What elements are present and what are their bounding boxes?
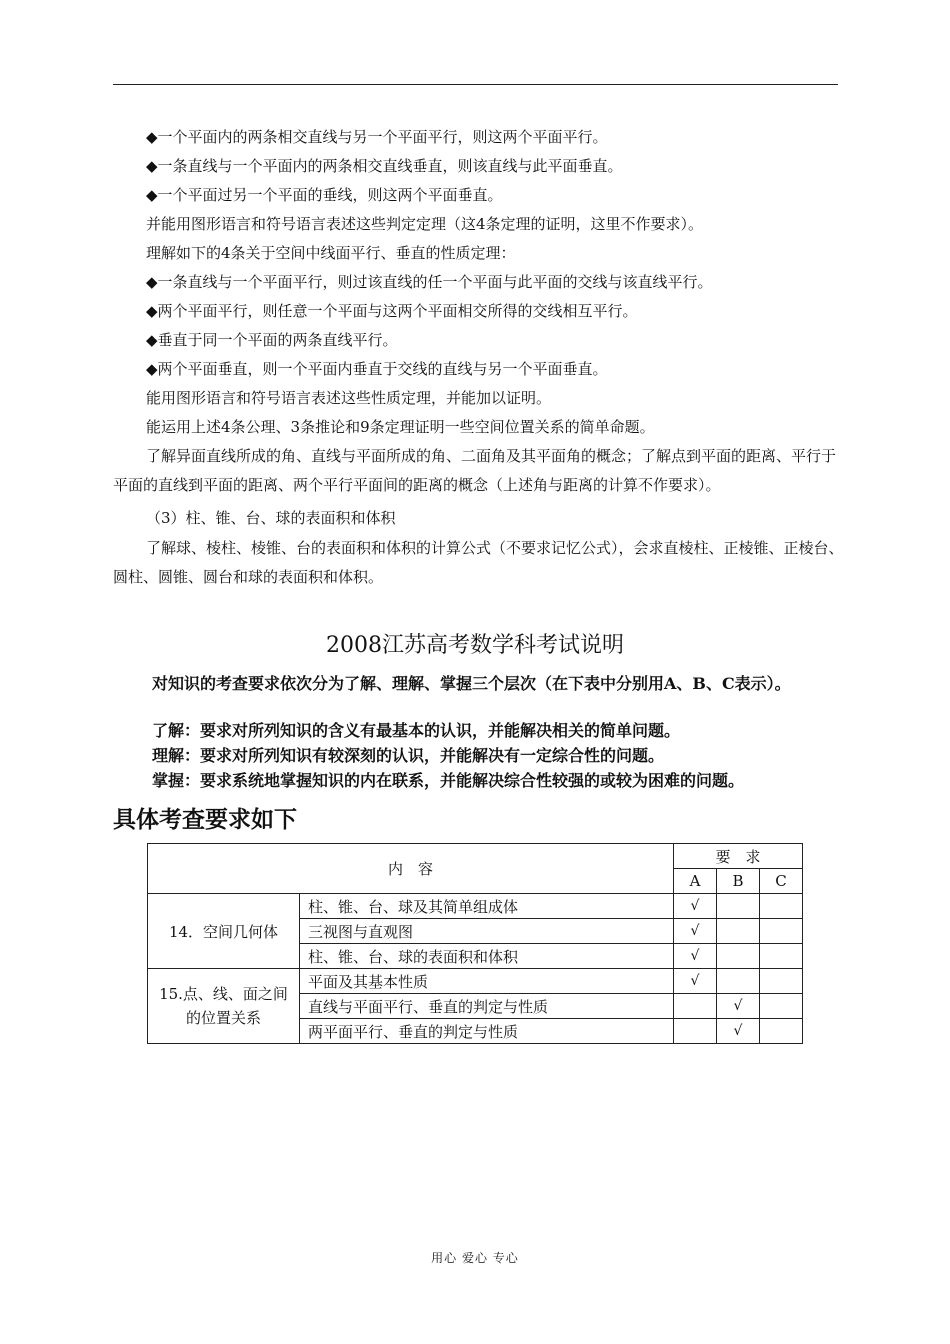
table-row bbox=[148, 969, 803, 994]
check-b bbox=[717, 894, 760, 919]
group-cell: 15.点、线、面之间的位置关系 bbox=[148, 969, 300, 1044]
theorem-line: ◆两个平面垂直，则一个平面内垂直于交线的直线与另一个平面垂直。 bbox=[146, 360, 608, 378]
col-b-header: B bbox=[717, 869, 760, 894]
page-footer: 用心 爱心 专心 bbox=[431, 1251, 519, 1265]
section-heading: （3）柱、锥、台、球的表面积和体积 bbox=[146, 509, 396, 527]
requirement-header: 要 求 bbox=[674, 844, 803, 869]
intro-paragraph: 对知识的考查要求依次分为了解、理解、掌握三个层次（在下表中分别用A、B、C表示）。 bbox=[152, 674, 791, 693]
text-line: 能运用上述4条公理、3条推论和9条定理证明一些空间位置关系的简单命题。 bbox=[146, 418, 655, 436]
check-b: √ bbox=[717, 1019, 760, 1044]
text-line: 并能用图形语言和符号语言表述这些判定定理（这4条定理的证明，这里不作要求）。 bbox=[146, 215, 704, 233]
theorem-line: ◆一个平面内的两条相交直线与另一个平面平行，则这两个平面平行。 bbox=[146, 128, 608, 146]
check-a bbox=[674, 994, 717, 1019]
paragraph: 了解球、棱柱、棱锥、台的表面积和体积的计算公式（不要求记忆公式），会求直棱柱、正棱锥、正棱台、圆柱、圆锥、圆台和球的表面积和体积。 bbox=[113, 539, 844, 586]
check-b bbox=[717, 969, 760, 994]
check-c bbox=[760, 969, 803, 994]
check-b bbox=[717, 919, 760, 944]
check-b: √ bbox=[717, 994, 760, 1019]
paragraph: 了解异面直线所成的角、直线与平面所成的角、二面角及其平面角的概念；了解点到平面的距离、平行于平面的直线到平面的距离、两个平行平面间的距离的概念（上述角与距离的计算不作要求）。 bbox=[113, 447, 837, 494]
check-c bbox=[760, 1019, 803, 1044]
theorem-line: ◆一条直线与一个平面平行，则过该直线的任一个平面与此平面的交线与该直线平行。 bbox=[146, 273, 713, 291]
check-a: √ bbox=[674, 894, 717, 919]
theorem-line: ◆两个平面平行，则任意一个平面与这两个平面相交所得的交线相互平行。 bbox=[146, 302, 638, 320]
theorem-line: ◆一个平面过另一个平面的垂线，则这两个平面垂直。 bbox=[146, 186, 503, 204]
check-c bbox=[760, 894, 803, 919]
check-c bbox=[760, 919, 803, 944]
group-cell: 14．空间几何体 bbox=[148, 894, 300, 969]
col-c-header: C bbox=[760, 869, 803, 894]
text-line: 能用图形语言和符号语言表述这些性质定理，并能加以证明。 bbox=[146, 389, 552, 407]
requirements-table bbox=[147, 843, 803, 1044]
theorem-line: ◆垂直于同一个平面的两条直线平行。 bbox=[146, 331, 398, 349]
section-title: 具体考查要求如下 bbox=[113, 806, 297, 833]
page-title: 2008江苏高考数学科考试说明 bbox=[326, 633, 624, 658]
check-b bbox=[717, 944, 760, 969]
item-cell: 柱、锥、台、球的表面积和体积 bbox=[300, 944, 674, 969]
item-cell: 柱、锥、台、球及其简单组成体 bbox=[300, 894, 674, 919]
check-a: √ bbox=[674, 944, 717, 969]
col-a-header: A bbox=[674, 869, 717, 894]
theorem-line: ◆一条直线与一个平面内的两条相交直线垂直，则该直线与此平面垂直。 bbox=[146, 157, 623, 175]
item-cell: 平面及其基本性质 bbox=[300, 969, 674, 994]
check-a: √ bbox=[674, 969, 717, 994]
check-c bbox=[760, 944, 803, 969]
level-definition: 了解：要求对所列知识的含义有最基本的认识，并能解决相关的简单问题。 bbox=[152, 721, 681, 740]
check-c bbox=[760, 994, 803, 1019]
item-cell: 三视图与直观图 bbox=[300, 919, 674, 944]
check-a: √ bbox=[674, 919, 717, 944]
table-row bbox=[148, 894, 803, 919]
level-definition: 掌握：要求系统地掌握知识的内在联系，并能解决综合性较强的或较为困难的问题。 bbox=[152, 771, 745, 790]
text-line: 理解如下的4条关于空间中线面平行、垂直的性质定理： bbox=[146, 244, 516, 262]
item-cell: 直线与平面平行、垂直的判定与性质 bbox=[300, 994, 674, 1019]
item-cell: 两平面平行、垂直的判定与性质 bbox=[300, 1019, 674, 1044]
content-header: 内 容 bbox=[148, 844, 674, 894]
check-a bbox=[674, 1019, 717, 1044]
level-definition: 理解：要求对所列知识有较深刻的认识，并能解决有一定综合性的问题。 bbox=[152, 746, 665, 765]
header-rule bbox=[113, 84, 838, 85]
